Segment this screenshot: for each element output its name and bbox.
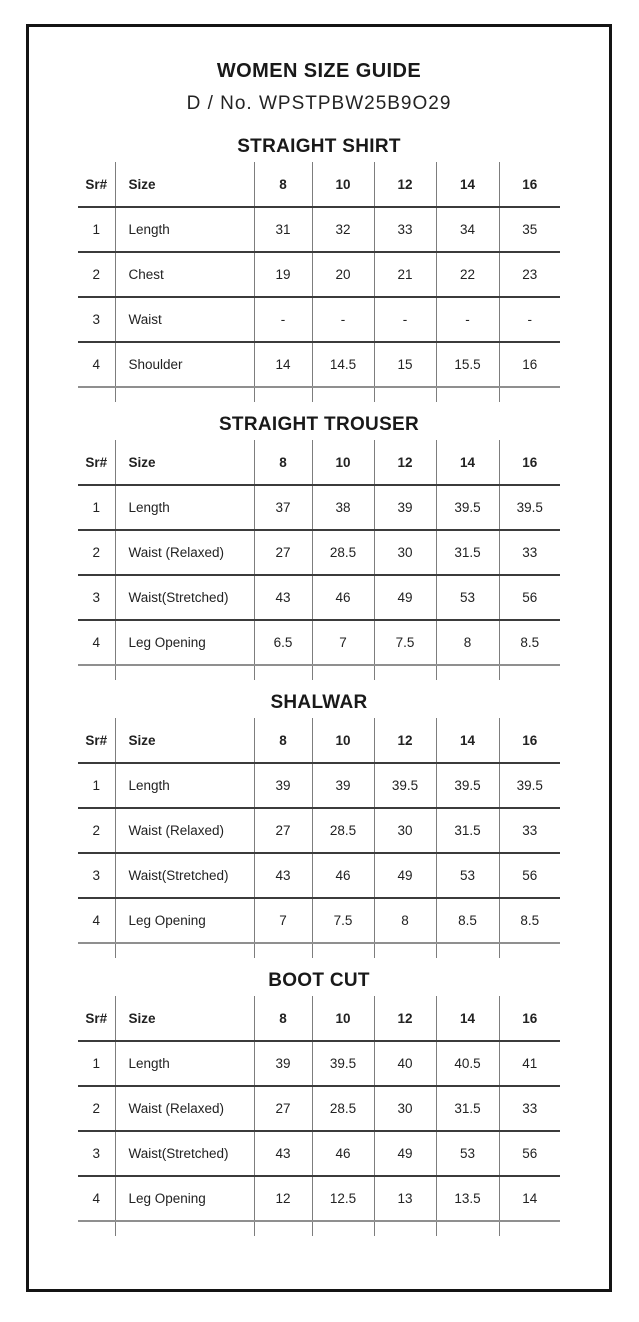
value-cell: 28.5 (312, 1086, 374, 1131)
sr-cell: 4 (78, 620, 115, 665)
header-cell-size: Size (115, 440, 254, 485)
page-title: WOMEN SIZE GUIDE (216, 60, 422, 82)
value-cell: 27 (254, 808, 312, 853)
value-cell: 28.5 (312, 808, 374, 853)
table-row (78, 763, 560, 808)
section-title: STRAIGHT TROUSER (218, 414, 420, 435)
label-cell: Shoulder (115, 342, 254, 387)
table-row (78, 252, 560, 297)
value-cell: 39.5 (436, 485, 499, 530)
value-cell: 28.5 (312, 530, 374, 575)
value-cell: 8 (436, 620, 499, 665)
spacer-cell (436, 387, 499, 402)
value-cell: 8.5 (436, 898, 499, 943)
table-row (78, 1176, 560, 1221)
spacer-cell (312, 665, 374, 680)
header-cell-size-value: 14 (436, 718, 499, 763)
value-cell: 35 (499, 207, 560, 252)
label-cell: Leg Opening (115, 898, 254, 943)
value-cell: - (254, 297, 312, 342)
sr-cell: 3 (78, 575, 115, 620)
value-cell: 7.5 (312, 898, 374, 943)
value-cell: 39.5 (436, 763, 499, 808)
value-cell: - (312, 297, 374, 342)
spacer-cell (115, 387, 254, 402)
value-cell: 56 (499, 853, 560, 898)
value-cell: 43 (254, 575, 312, 620)
size-table (78, 440, 560, 680)
value-cell: 6.5 (254, 620, 312, 665)
header-cell-size: Size (115, 162, 254, 207)
spacer-cell (78, 665, 115, 680)
value-cell: 14 (254, 342, 312, 387)
label-cell: Leg Opening (115, 1176, 254, 1221)
header-cell-size-value: 8 (254, 996, 312, 1041)
header-cell-size-value: 16 (499, 718, 560, 763)
spacer-row (78, 1221, 560, 1236)
value-cell: 31 (254, 207, 312, 252)
sr-cell: 2 (78, 252, 115, 297)
value-cell: 46 (312, 1131, 374, 1176)
header-cell-size: Size (115, 996, 254, 1041)
spacer-row (78, 665, 560, 680)
value-cell: 39 (254, 763, 312, 808)
label-cell: Leg Opening (115, 620, 254, 665)
value-cell: 39.5 (312, 1041, 374, 1086)
header-cell-size-value: 10 (312, 440, 374, 485)
value-cell: 23 (499, 252, 560, 297)
label-cell: Waist(Stretched) (115, 853, 254, 898)
sr-cell: 2 (78, 808, 115, 853)
label-cell: Waist(Stretched) (115, 1131, 254, 1176)
spacer-cell (115, 1221, 254, 1236)
spacer-cell (374, 1221, 436, 1236)
value-cell: 39.5 (374, 763, 436, 808)
design-number: D / No. WPSTPBW25B9O29 (186, 93, 452, 114)
value-cell: 38 (312, 485, 374, 530)
table-header-row (78, 162, 560, 207)
value-cell: 8 (374, 898, 436, 943)
header-cell-size-value: 12 (374, 162, 436, 207)
header-cell-sr: Sr# (78, 996, 115, 1041)
section-title: STRAIGHT SHIRT (237, 136, 401, 157)
spacer-cell (499, 1221, 560, 1236)
value-cell: 7 (254, 898, 312, 943)
table-row (78, 1086, 560, 1131)
header-cell-size-value: 8 (254, 162, 312, 207)
spacer-cell (436, 1221, 499, 1236)
sr-cell: 2 (78, 1086, 115, 1131)
sr-cell: 1 (78, 1041, 115, 1086)
value-cell: 20 (312, 252, 374, 297)
value-cell: 8.5 (499, 898, 560, 943)
label-cell: Chest (115, 252, 254, 297)
header-cell-sr: Sr# (78, 162, 115, 207)
spacer-cell (115, 665, 254, 680)
spacer-cell (374, 665, 436, 680)
label-cell: Waist (115, 297, 254, 342)
table-header-row (78, 718, 560, 763)
value-cell: 30 (374, 1086, 436, 1131)
value-cell: 27 (254, 1086, 312, 1131)
size-table-section (29, 971, 609, 1236)
table-row (78, 297, 560, 342)
value-cell: 13.5 (436, 1176, 499, 1221)
section-title: SHALWAR (270, 692, 368, 713)
header-cell-size-value: 16 (499, 162, 560, 207)
sr-cell: 4 (78, 898, 115, 943)
value-cell: 39 (374, 485, 436, 530)
value-cell: 31.5 (436, 530, 499, 575)
header-cell-size-value: 14 (436, 440, 499, 485)
value-cell: 41 (499, 1041, 560, 1086)
spacer-row (78, 387, 560, 402)
value-cell: 15.5 (436, 342, 499, 387)
header-cell-size-value: 8 (254, 440, 312, 485)
spacer-cell (312, 1221, 374, 1236)
label-cell: Length (115, 763, 254, 808)
table-row (78, 575, 560, 620)
header-cell-size-value: 16 (499, 996, 560, 1041)
value-cell: 13 (374, 1176, 436, 1221)
value-cell: 31.5 (436, 808, 499, 853)
spacer-cell (374, 943, 436, 958)
value-cell: 49 (374, 1131, 436, 1176)
table-row (78, 620, 560, 665)
value-cell: 27 (254, 530, 312, 575)
header-cell-sr: Sr# (78, 440, 115, 485)
sr-cell: 1 (78, 763, 115, 808)
header-cell-size-value: 12 (374, 996, 436, 1041)
sr-cell: 4 (78, 1176, 115, 1221)
value-cell: 34 (436, 207, 499, 252)
table-row (78, 1041, 560, 1086)
table-row (78, 898, 560, 943)
spacer-cell (312, 387, 374, 402)
value-cell: 15 (374, 342, 436, 387)
sr-cell: 1 (78, 207, 115, 252)
value-cell: 14.5 (312, 342, 374, 387)
header-cell-size-value: 12 (374, 440, 436, 485)
table-row (78, 808, 560, 853)
size-table (78, 718, 560, 958)
spacer-cell (254, 665, 312, 680)
table-row (78, 530, 560, 575)
spacer-cell (254, 1221, 312, 1236)
value-cell: 56 (499, 1131, 560, 1176)
spacer-cell (78, 1221, 115, 1236)
label-cell: Waist (Relaxed) (115, 1086, 254, 1131)
value-cell: 16 (499, 342, 560, 387)
header-cell-size-value: 10 (312, 996, 374, 1041)
label-cell: Length (115, 485, 254, 530)
table-header-row (78, 996, 560, 1041)
table-row (78, 485, 560, 530)
value-cell: 43 (254, 1131, 312, 1176)
table-row (78, 853, 560, 898)
value-cell: 56 (499, 575, 560, 620)
label-cell: Waist (Relaxed) (115, 808, 254, 853)
table-row (78, 342, 560, 387)
value-cell: 33 (499, 808, 560, 853)
value-cell: 49 (374, 575, 436, 620)
value-cell: 32 (312, 207, 374, 252)
value-cell: 19 (254, 252, 312, 297)
value-cell: - (499, 297, 560, 342)
value-cell: 39 (312, 763, 374, 808)
spacer-cell (78, 943, 115, 958)
value-cell: 22 (436, 252, 499, 297)
header-cell-size-value: 10 (312, 718, 374, 763)
spacer-cell (115, 943, 254, 958)
table-row (78, 1131, 560, 1176)
value-cell: 30 (374, 530, 436, 575)
label-cell: Length (115, 1041, 254, 1086)
sr-cell: 3 (78, 853, 115, 898)
value-cell: 39.5 (499, 763, 560, 808)
value-cell: 30 (374, 808, 436, 853)
spacer-cell (254, 387, 312, 402)
size-table-section (29, 415, 609, 680)
value-cell: 53 (436, 1131, 499, 1176)
value-cell: - (436, 297, 499, 342)
value-cell: 7 (312, 620, 374, 665)
header-cell-size-value: 10 (312, 162, 374, 207)
value-cell: - (374, 297, 436, 342)
value-cell: 39 (254, 1041, 312, 1086)
spacer-cell (254, 943, 312, 958)
value-cell: 33 (374, 207, 436, 252)
table-header-row (78, 440, 560, 485)
sr-cell: 4 (78, 342, 115, 387)
value-cell: 8.5 (499, 620, 560, 665)
sr-cell: 3 (78, 297, 115, 342)
section-title: BOOT CUT (268, 970, 370, 991)
value-cell: 7.5 (374, 620, 436, 665)
value-cell: 21 (374, 252, 436, 297)
value-cell: 46 (312, 575, 374, 620)
spacer-cell (374, 387, 436, 402)
value-cell: 14 (499, 1176, 560, 1221)
value-cell: 53 (436, 853, 499, 898)
label-cell: Waist (Relaxed) (115, 530, 254, 575)
value-cell: 33 (499, 1086, 560, 1131)
header-cell-size-value: 8 (254, 718, 312, 763)
spacer-row (78, 943, 560, 958)
size-table-section (29, 693, 609, 958)
sr-cell: 2 (78, 530, 115, 575)
spacer-cell (499, 943, 560, 958)
value-cell: 46 (312, 853, 374, 898)
value-cell: 49 (374, 853, 436, 898)
value-cell: 40.5 (436, 1041, 499, 1086)
value-cell: 40 (374, 1041, 436, 1086)
value-cell: 12.5 (312, 1176, 374, 1221)
header-cell-size-value: 12 (374, 718, 436, 763)
value-cell: 39.5 (499, 485, 560, 530)
value-cell: 33 (499, 530, 560, 575)
value-cell: 12 (254, 1176, 312, 1221)
value-cell: 53 (436, 575, 499, 620)
header-cell-size: Size (115, 718, 254, 763)
size-table (78, 996, 560, 1236)
spacer-cell (78, 387, 115, 402)
value-cell: 37 (254, 485, 312, 530)
table-row (78, 207, 560, 252)
spacer-cell (499, 665, 560, 680)
spacer-cell (499, 387, 560, 402)
size-tables (29, 137, 609, 1236)
size-table (78, 162, 560, 402)
header-cell-size-value: 14 (436, 996, 499, 1041)
spacer-cell (312, 943, 374, 958)
header-cell-sr: Sr# (78, 718, 115, 763)
sr-cell: 1 (78, 485, 115, 530)
spacer-cell (436, 665, 499, 680)
size-table-section (29, 137, 609, 402)
value-cell: 43 (254, 853, 312, 898)
label-cell: Length (115, 207, 254, 252)
header-cell-size-value: 14 (436, 162, 499, 207)
page-frame (26, 24, 612, 1292)
sr-cell: 3 (78, 1131, 115, 1176)
spacer-cell (436, 943, 499, 958)
header-cell-size-value: 16 (499, 440, 560, 485)
label-cell: Waist(Stretched) (115, 575, 254, 620)
value-cell: 31.5 (436, 1086, 499, 1131)
